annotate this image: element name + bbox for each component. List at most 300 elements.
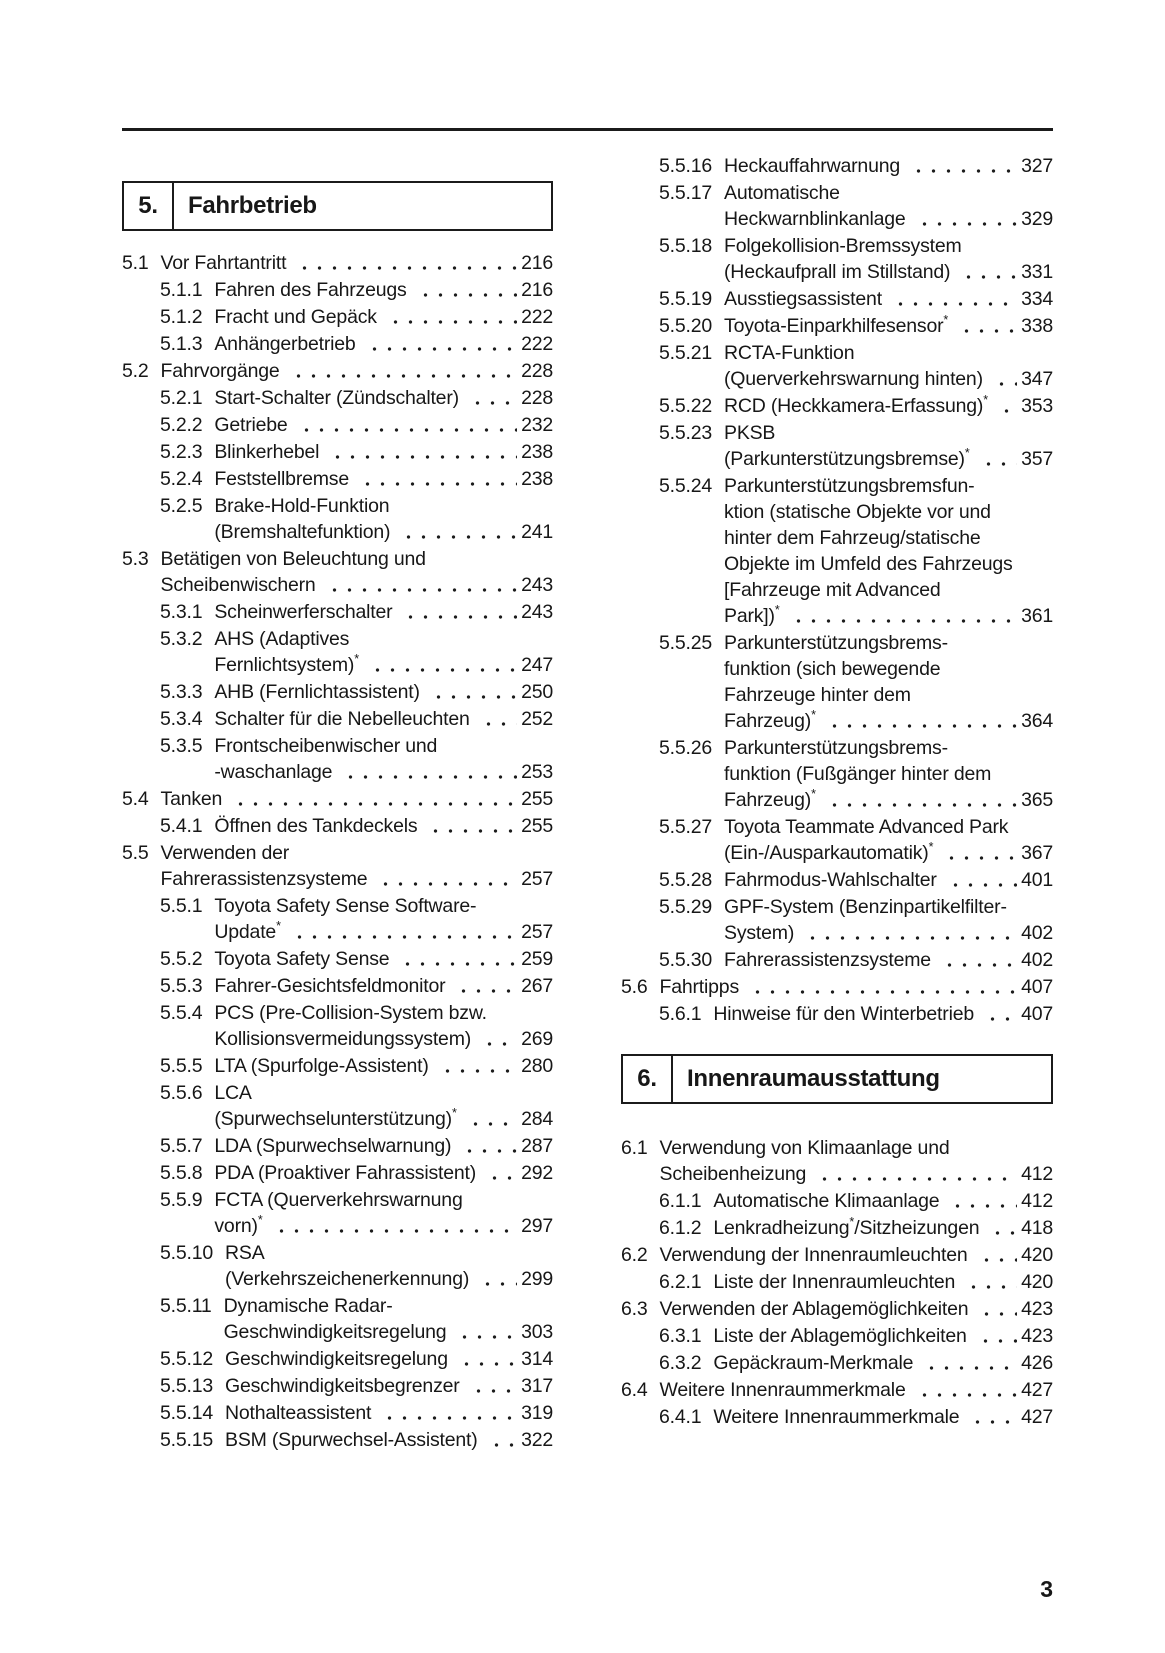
dot-leader <box>325 572 517 598</box>
toc-entry-5-6-1 <box>659 1001 1053 1027</box>
entry-number: 5.2.3 <box>160 441 203 463</box>
toc-entry-5-5 <box>122 840 553 892</box>
asterisk-marker: * <box>276 918 281 933</box>
dot-leader <box>454 973 517 999</box>
entry-title-line <box>724 603 1053 629</box>
entry-title-text: Fahrzeug)* <box>724 786 816 811</box>
entry-title-text: funktion (sich bewegende <box>724 658 941 680</box>
entry-number: 6.4 <box>621 1379 648 1401</box>
entry-title-text: Verwenden der <box>160 842 290 864</box>
entry-page-number: 338 <box>1021 315 1053 337</box>
toc-entry-5-5-10 <box>160 1240 553 1292</box>
footer-page-number: 3 <box>1040 1576 1053 1602</box>
entry-number: 6.3.2 <box>659 1352 702 1374</box>
toc-entry-6-1-2 <box>659 1215 1053 1241</box>
entry-title <box>214 1187 553 1239</box>
entry-title-line <box>225 1266 553 1292</box>
entry-title-text: Fahrer-Gesichtsfeldmonitor <box>214 975 446 997</box>
entry-title-text: Automatische <box>724 182 840 204</box>
dot-leader <box>940 947 1017 973</box>
dot-leader <box>992 366 1017 392</box>
chapter-title: Fahrbetrieb <box>188 192 317 219</box>
entry-page-number: 238 <box>521 468 553 490</box>
entry-number: 5.1 <box>122 252 149 274</box>
entry-page-number: 228 <box>521 387 553 409</box>
entry-title-line <box>214 304 553 330</box>
entry-number: 5.5.30 <box>659 949 713 971</box>
dot-leader <box>438 1053 517 1079</box>
entry-title-line <box>214 1213 553 1239</box>
toc-entry-5-1 <box>122 250 553 276</box>
entry-title <box>724 153 1053 179</box>
entry-page-number: 287 <box>521 1135 553 1157</box>
entry-number: 5.5.28 <box>659 869 713 891</box>
entry-title-text: Folgekollision-Bremssystem <box>724 235 962 257</box>
entry-title <box>214 679 553 705</box>
entry-title <box>660 1296 1053 1322</box>
entry-title <box>713 1269 1053 1295</box>
entry-number: 5.5 <box>122 842 149 864</box>
entry-title-line <box>214 759 553 785</box>
entry-title-line <box>660 1161 1053 1187</box>
entry-page-number: 216 <box>521 279 553 301</box>
dot-leader <box>948 1188 1017 1214</box>
toc-entry-5-5-14 <box>160 1400 553 1426</box>
entry-number: 5.5.23 <box>659 422 713 444</box>
entry-title-line <box>724 259 1053 285</box>
entry-title-text: Heckauffahrwarnung <box>724 155 901 177</box>
entry-title <box>724 313 1053 339</box>
entry-page-number: 250 <box>521 681 553 703</box>
entry-page-number: 423 <box>1021 1298 1053 1320</box>
entry-title-text: hinter dem Fahrzeug/statische <box>724 527 981 549</box>
entry-title-text: BSM (Spurwechsel-Assistent) <box>225 1429 478 1451</box>
chapter-header-6 <box>621 1054 1053 1104</box>
entry-title <box>214 1160 553 1186</box>
toc-entry-5-5-7 <box>160 1133 553 1159</box>
toc-entry-5-5-2 <box>160 946 553 972</box>
entry-page-number: 322 <box>521 1429 553 1451</box>
toc-entry-6-2 <box>621 1242 1053 1268</box>
entry-title-line <box>161 786 553 812</box>
entry-title-text: LCA <box>214 1082 252 1104</box>
entry-title-text: Fernlichtsystem)* <box>214 651 360 676</box>
entry-title-text: (Verkehrszeichenerkennung) <box>225 1268 470 1290</box>
entry-title <box>724 393 1053 419</box>
entry-title-line <box>214 919 553 945</box>
entry-title-line <box>214 733 553 759</box>
entry-number: 5.1.3 <box>160 333 203 355</box>
entry-title <box>214 946 553 972</box>
entry-title-line <box>660 1377 1053 1403</box>
entry-number: 6.4.1 <box>659 1406 702 1428</box>
dot-leader <box>328 439 517 465</box>
entry-title-line <box>724 630 1053 656</box>
entry-number: 5.3 <box>122 548 149 570</box>
entry-page-number: 364 <box>1021 710 1053 732</box>
asterisk-marker: * <box>257 1212 263 1227</box>
entry-title-line <box>724 894 1053 920</box>
toc-entry-5-5-26 <box>659 735 1053 813</box>
toc-entry-5-5-27 <box>659 814 1053 866</box>
toc-entry-5-5-19 <box>659 286 1053 312</box>
entry-title-line <box>214 893 553 919</box>
entry-number: 6.2.1 <box>659 1271 702 1293</box>
toc-entry-5-2-5 <box>160 493 553 545</box>
entry-number: 5.5.21 <box>659 342 713 364</box>
entry-title-text: Fahrerassistenzsysteme <box>724 949 931 971</box>
dot-leader <box>983 1001 1017 1027</box>
entry-page-number: 402 <box>1021 949 1053 971</box>
entry-number: 5.5.14 <box>160 1402 214 1424</box>
toc-entry-5-3-4 <box>160 706 553 732</box>
entry-title <box>724 420 1053 472</box>
entry-page-number: 365 <box>1021 789 1053 811</box>
entry-title-line <box>713 1350 1053 1376</box>
entry-title-line <box>225 1400 553 1426</box>
entry-number: 5.2.5 <box>160 495 203 517</box>
entry-title-text: Update* <box>214 918 281 943</box>
entry-title <box>224 1293 553 1345</box>
toc-entry-5-5-29 <box>659 894 1053 946</box>
entry-title-text: Parkunterstützungsbremsfun- <box>724 475 975 497</box>
dot-leader <box>997 393 1017 419</box>
toc-entry-6-1-1 <box>659 1188 1053 1214</box>
toc-entry-5-2-4 <box>160 466 553 492</box>
entry-page-number: 297 <box>521 1215 553 1237</box>
entry-number: 5.5.5 <box>160 1055 203 1077</box>
entry-number: 5.1.2 <box>160 306 203 328</box>
entry-title-text: Verwenden der Ablagemöglichkeiten <box>659 1298 969 1320</box>
entry-title-line <box>214 439 553 465</box>
entry-page-number: 334 <box>1021 288 1053 310</box>
entry-title <box>724 947 1053 973</box>
entry-title-text: System) <box>724 922 795 944</box>
entry-title-line <box>214 519 553 545</box>
entry-title-text: Geschwindigkeitsregelung <box>225 1348 448 1370</box>
entry-title <box>660 974 1053 1000</box>
entry-title <box>214 331 553 357</box>
dot-leader <box>466 1106 517 1132</box>
toc-entry-5-5-4 <box>160 1000 553 1052</box>
entry-page-number: 241 <box>521 521 553 543</box>
entry-title <box>214 439 553 465</box>
entry-number: 5.5.8 <box>160 1162 203 1184</box>
entry-title-line <box>724 525 1053 551</box>
toc-entry-5-5-24 <box>659 473 1053 629</box>
entry-number: 5.5.17 <box>659 182 713 204</box>
entry-page-number: 216 <box>521 252 553 274</box>
entry-title-line <box>713 1001 1053 1027</box>
entry-title-text: Geschwindigkeitsregelung <box>223 1321 447 1343</box>
chapter-header-5 <box>122 181 553 231</box>
dot-leader <box>977 1242 1018 1268</box>
toc-entry-5-2-3 <box>160 439 553 465</box>
entry-number: 5.2 <box>122 360 149 382</box>
entry-title-text: (Ein-/Ausparkautomatik)* <box>724 839 934 864</box>
entry-page-number: 255 <box>521 788 553 810</box>
asterisk-marker: * <box>983 392 989 407</box>
entry-title <box>724 180 1053 232</box>
entry-title <box>214 1080 553 1132</box>
entry-page-number: 284 <box>521 1108 553 1130</box>
entry-number: 5.4 <box>122 788 149 810</box>
entry-title <box>660 1377 1053 1403</box>
entry-title-line <box>724 840 1053 866</box>
entry-title-text: Toyota-Einparkhilfesensor* <box>724 312 949 337</box>
entry-title-line <box>713 1188 1053 1214</box>
entry-title-line <box>214 412 553 438</box>
entry-page-number: 267 <box>521 975 553 997</box>
entry-title-text: Fahrzeuge hinter dem <box>724 684 911 706</box>
toc-entry-6-4-1 <box>659 1404 1053 1430</box>
entry-title-line <box>724 708 1053 734</box>
entry-page-number: 255 <box>521 815 553 837</box>
entry-title-text: Brake-Hold-Funktion <box>214 495 390 517</box>
entry-number: 6.2 <box>621 1244 648 1266</box>
entry-title-line <box>214 599 553 625</box>
entry-title-text: ktion (statische Objekte vor und <box>724 501 991 523</box>
entry-number: 5.1.1 <box>160 279 203 301</box>
entry-page-number: 407 <box>1021 1003 1053 1025</box>
entry-title-line <box>724 551 1053 577</box>
entry-title-line <box>161 250 553 276</box>
entry-title-text: GPF-System (Benzinpartikelfilter- <box>724 896 1007 918</box>
entry-title-line <box>214 946 553 972</box>
entry-title <box>214 626 553 678</box>
entry-page-number: 418 <box>1021 1217 1053 1239</box>
entry-title <box>724 233 1053 285</box>
entry-title <box>724 286 1053 312</box>
dot-leader <box>386 304 517 330</box>
entry-title-line <box>724 473 1053 499</box>
entry-title <box>214 706 553 732</box>
toc-entry-5-4-1 <box>160 813 553 839</box>
toc-entry-5-2-2 <box>160 412 553 438</box>
entry-number: 5.5.16 <box>659 155 713 177</box>
entry-page-number: 253 <box>521 761 553 783</box>
entry-title <box>713 1350 1053 1376</box>
entry-title <box>225 1373 553 1399</box>
entry-title <box>713 1188 1053 1214</box>
entry-title <box>214 1000 553 1052</box>
entry-page-number: 252 <box>521 708 553 730</box>
entry-title-line <box>724 947 1053 973</box>
entry-title <box>214 1053 553 1079</box>
entry-title-line <box>214 1053 553 1079</box>
entry-title-text: Vor Fahrtantritt <box>160 252 287 274</box>
entry-number: 5.5.27 <box>659 816 713 838</box>
entry-number: 5.5.25 <box>659 632 713 654</box>
entry-page-number: 303 <box>521 1321 553 1343</box>
entry-title-text: Hinweise für den Winterbetrieb <box>713 1003 974 1025</box>
dot-leader <box>429 679 517 705</box>
entry-title-text: Betätigen von Beleuchtung und <box>160 548 426 570</box>
entry-number: 5.5.26 <box>659 737 713 759</box>
entry-page-number: 257 <box>521 868 553 890</box>
entry-title <box>161 786 553 812</box>
entry-title-text: AHS (Adaptives <box>214 628 350 650</box>
entry-title-text: Geschwindigkeitsbegrenzer <box>225 1375 460 1397</box>
entry-page-number: 420 <box>1021 1244 1053 1266</box>
entry-title <box>214 1133 553 1159</box>
entry-title <box>225 1346 553 1372</box>
entry-title-line <box>161 840 553 866</box>
entry-number: 6.1.2 <box>659 1217 702 1239</box>
entry-number: 5.5.3 <box>160 975 203 997</box>
entry-page-number: 222 <box>521 333 553 355</box>
entry-title-text: Verwendung der Innenraumleuchten <box>659 1244 968 1266</box>
dot-leader <box>455 1319 517 1345</box>
entry-title <box>225 1240 553 1292</box>
entry-number: 6.1.1 <box>659 1190 702 1212</box>
toc-entry-5-5-1 <box>160 893 553 945</box>
entry-title-line <box>161 546 553 572</box>
entry-page-number: 401 <box>1021 869 1053 891</box>
entry-title-line <box>724 340 1053 366</box>
entry-title-text: RCTA-Funktion <box>724 342 855 364</box>
entry-number: 5.5.10 <box>160 1242 214 1264</box>
chapter-number: 6. <box>623 1056 673 1102</box>
entry-title-text: Start-Schalter (Zündschalter) <box>214 387 459 409</box>
entry-title-line <box>724 233 1053 259</box>
toc-entry-6-2-1 <box>659 1269 1053 1295</box>
entry-title-text: Fahrerassistenzsysteme <box>160 868 368 890</box>
entry-title-text: funktion (Fußgänger hinter dem <box>724 763 992 785</box>
entry-title-line <box>161 866 553 892</box>
entry-page-number: 412 <box>1021 1163 1053 1185</box>
entry-title <box>724 735 1053 813</box>
entry-title <box>161 250 553 276</box>
toc-entry-5-6 <box>621 974 1053 1000</box>
entry-page-number: 280 <box>521 1055 553 1077</box>
entry-title <box>724 814 1053 866</box>
asterisk-marker: * <box>451 1105 457 1120</box>
entry-title-line <box>724 577 1053 603</box>
entry-page-number: 327 <box>1021 155 1053 177</box>
entry-title-line <box>224 1319 553 1345</box>
entry-title-text: (Querverkehrswarnung hinten) <box>724 368 983 390</box>
entry-title-text: Scheibenheizung <box>659 1163 807 1185</box>
entry-page-number: 292 <box>521 1162 553 1184</box>
dot-leader <box>942 840 1017 866</box>
entry-title-text: Nothalteassistent <box>225 1402 372 1424</box>
entry-title-text: Schalter für die Nebelleuchten <box>214 708 470 730</box>
entry-title-line <box>724 735 1053 761</box>
dot-leader <box>460 1133 517 1159</box>
entry-page-number: 347 <box>1021 368 1053 390</box>
entry-number: 5.5.20 <box>659 315 713 337</box>
entry-page-number: 222 <box>521 306 553 328</box>
entry-title <box>660 1135 1053 1187</box>
entry-title <box>724 473 1053 629</box>
entry-title-text: Getriebe <box>214 414 288 436</box>
entry-title-line <box>713 1215 1053 1241</box>
entry-title-text: Weitere Innenraummerkmale <box>713 1406 960 1428</box>
entry-page-number: 407 <box>1021 976 1053 998</box>
asterisk-marker: * <box>943 312 949 327</box>
entry-title-line <box>214 813 553 839</box>
entry-page-number: 243 <box>521 574 553 596</box>
dot-leader <box>231 786 517 812</box>
entry-title-text: Tanken <box>160 788 223 810</box>
entry-title-text: Dynamische Radar- <box>223 1295 393 1317</box>
entry-title-line <box>724 420 1053 446</box>
entry-title-line <box>161 572 553 598</box>
dot-leader <box>295 250 517 276</box>
entry-title-line <box>214 466 553 492</box>
entry-title-line <box>660 1242 1053 1268</box>
entry-title <box>713 1001 1053 1027</box>
entry-number: 5.5.22 <box>659 395 713 417</box>
entry-page-number: 357 <box>1021 448 1053 470</box>
entry-title-text: vorn)* <box>214 1212 263 1237</box>
entry-title-line <box>724 286 1053 312</box>
header-rule <box>122 128 1053 131</box>
entry-title-text: -waschanlage <box>214 761 333 783</box>
entry-title-text: Parkunterstützungsbrems- <box>724 632 948 654</box>
asterisk-marker: * <box>964 445 970 460</box>
entry-title <box>161 840 553 892</box>
entry-title-text: AHB (Fernlichtassistent) <box>214 681 420 703</box>
entry-title-text: (Bremshaltefunktion) <box>214 521 391 543</box>
entry-title-line <box>214 1160 553 1186</box>
asterisk-marker: * <box>811 786 816 801</box>
toc-entry-5-5-30 <box>659 947 1053 973</box>
entry-title-text: FCTA (Querverkehrswarnung <box>214 1189 463 1211</box>
entry-number: 5.5.4 <box>160 1002 203 1024</box>
dot-leader <box>964 1269 1017 1295</box>
toc-entry-5-5-11 <box>160 1293 553 1345</box>
toc-entry-5-5-5 <box>160 1053 553 1079</box>
entry-title-text: Objekte im Umfeld des Fahrzeugs <box>724 553 1013 575</box>
toc-entry-5-1-1 <box>160 277 553 303</box>
entry-title <box>214 466 553 492</box>
entry-title-text: Parkunterstützungsbrems- <box>724 737 948 759</box>
dot-leader <box>891 286 1017 312</box>
entry-title-text: Heckwarnblinkanlage <box>724 208 906 230</box>
entry-title-line <box>214 1106 553 1132</box>
entry-page-number: 331 <box>1021 261 1053 283</box>
toc-entry-5-5-25 <box>659 630 1053 734</box>
entry-page-number: 317 <box>521 1375 553 1397</box>
entry-title <box>724 340 1053 392</box>
entry-page-number: 420 <box>1021 1271 1053 1293</box>
entry-title-line <box>724 867 1053 893</box>
entry-number: 5.5.12 <box>160 1348 214 1370</box>
entry-number: 6.3.1 <box>659 1325 702 1347</box>
entry-title-text: Fahrvorgänge <box>160 360 280 382</box>
toc-entry-5-5-17 <box>659 180 1053 232</box>
entry-number: 5.5.29 <box>659 896 713 918</box>
entry-page-number: 228 <box>521 360 553 382</box>
entry-title-text: Lenkradheizung*/Sitzheizungen <box>713 1214 980 1239</box>
entry-title-text: Fahren des Fahrzeugs <box>214 279 407 301</box>
entry-title-text: Automatische Klimaanlage <box>713 1190 940 1212</box>
entry-number: 5.5.24 <box>659 475 713 497</box>
entry-title-line <box>214 277 553 303</box>
entry-title <box>161 358 553 384</box>
entry-number: 5.5.1 <box>160 895 203 917</box>
toc-entry-5-5-12 <box>160 1346 553 1372</box>
entry-title-text: Scheinwerferschalter <box>214 601 393 623</box>
entry-title-line <box>660 1296 1053 1322</box>
entry-title <box>214 412 553 438</box>
entry-title-text: Liste der Ablagemöglichkeiten <box>713 1325 967 1347</box>
entry-title-line <box>214 1187 553 1213</box>
toc-entry-6-3 <box>621 1296 1053 1322</box>
dot-leader <box>909 153 1017 179</box>
